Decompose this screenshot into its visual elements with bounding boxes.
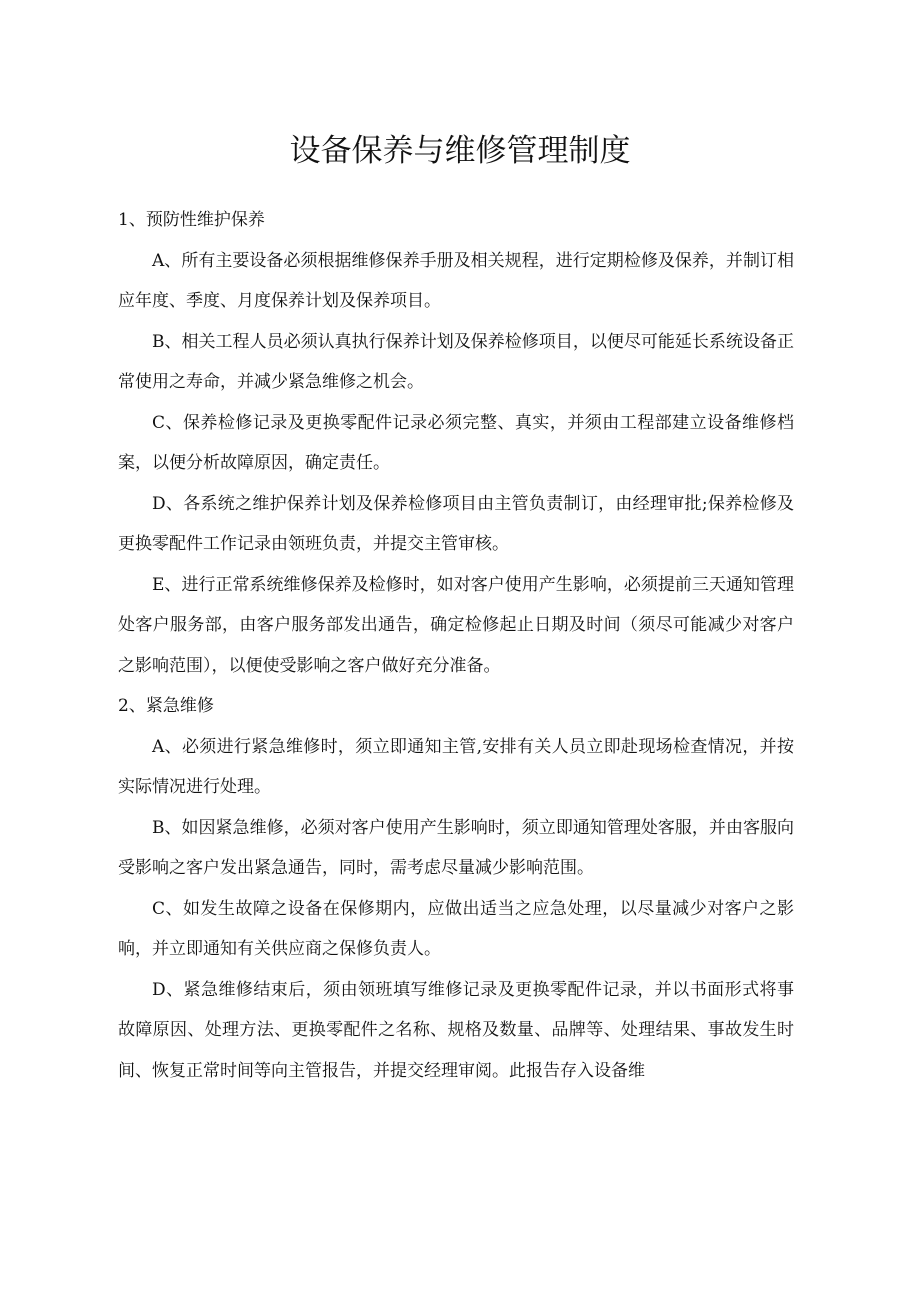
paragraph: D、各系统之维护保养计划及保养检修项目由主管负责制订，由经理审批;保养检修及更换零配件工作记录由领班负责，并提交主管审核。	[118, 493, 794, 554]
section-heading: 1、预防性维护保养	[118, 210, 265, 230]
paragraph: D、紧急维修结束后，须由领班填写维修记录及更换零配件记录，并以书面形式将事故障原因、处理方法、更换零配件之名称、规格及数量、品牌等、处理结果、事故发生时间、恢复正常时间等向主管报告，并提交经理审阅。此报告存入设备维	[118, 979, 794, 1081]
paragraph: E、进行正常系统维修保养及检修时，如对客户使用产生影响，必须提前三天通知管理处客户服务部，由客户服务部发出通告，确定检修起止日期及时间（须尽可能减少对客户之影响范围），以便使受影响之客户做好充分准备。	[118, 574, 794, 676]
document-title: 设备保养与维修管理制度	[289, 133, 631, 169]
paragraph: C、保养检修记录及更换零配件记录必须完整、真实，并须由工程部建立设备维修档案，以便分析故障原因，确定责任。	[118, 412, 794, 473]
paragraph: A、所有主要设备必须根据维修保养手册及相关规程，进行定期检修及保养，并制订相应年度、季度、月度保养计划及保养项目。	[118, 250, 794, 311]
paragraph: C、如发生故障之设备在保修期内，应做出适当之应急处理，以尽量减少对客户之影响，并立即通知有关供应商之保修负责人。	[118, 898, 794, 959]
section-heading: 2、紧急维修	[118, 696, 214, 716]
paragraph: B、相关工程人员必须认真执行保养计划及保养检修项目，以便尽可能延长系统设备正常使用之寿命，并减少紧急维修之机会。	[118, 331, 794, 392]
document-body	[118, 200, 794, 1091]
paragraph: A、必须进行紧急维修时，须立即通知主管,安排有关人员立即赴现场检查情况，并按实际情况进行处理。	[118, 736, 794, 797]
paragraph: B、如因紧急维修，必须对客户使用产生影响时，须立即通知管理处客服，并由客服向受影响之客户发出紧急通告，同时，需考虑尽量减少影响范围。	[118, 817, 794, 878]
